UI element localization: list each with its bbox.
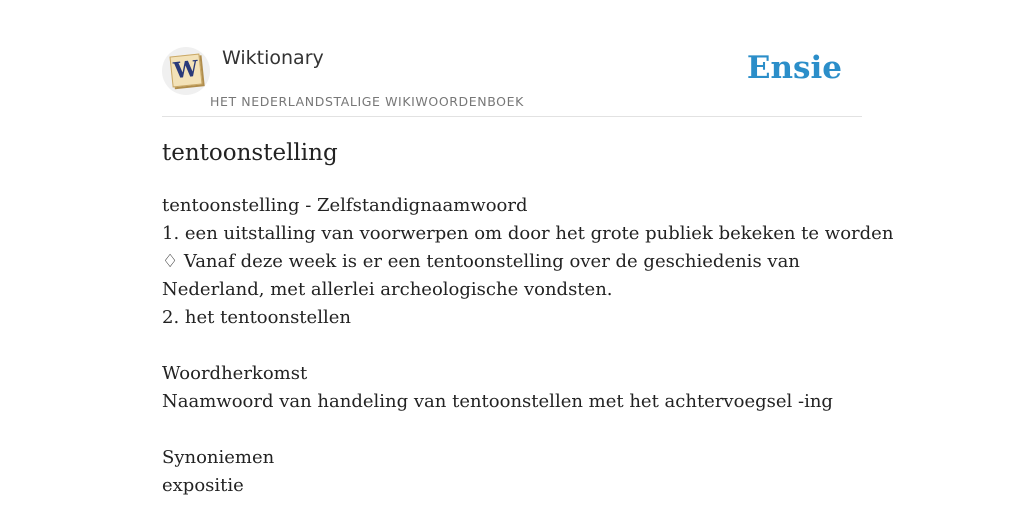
etymology-text: Naamwoord van handeling van tentoonstellen met het achtervoegsel -ing — [162, 391, 833, 412]
example-sentence-line-2: Nederland, met allerlei archeologische vondsten. — [162, 279, 613, 300]
site-name[interactable]: Wiktionary — [222, 47, 324, 69]
synonyms-heading: Synoniemen — [162, 447, 275, 468]
site-header — [162, 0, 862, 117]
synonyms-text: expositie — [162, 475, 244, 496]
example-sentence-line-1: ♢ Vanaf deze week is er een tentoonstelling over de geschiedenis van — [162, 251, 800, 272]
page-title: tentoonstelling — [162, 140, 338, 166]
wiktionary-tile-icon: W — [169, 54, 202, 88]
spacer — [162, 332, 862, 360]
definition-heading: tentoonstelling - Zelfstandignaamwoord — [162, 195, 528, 216]
site-tagline: HET NEDERLANDSTALIGE WIKIWOORDENBOEK — [210, 94, 524, 109]
definition-1: 1. een uitstalling van voorwerpen om door het grote publiek bekeken te worden — [162, 223, 894, 244]
ensie-brand-logo[interactable]: Ensie — [746, 50, 842, 86]
spacer — [162, 416, 862, 444]
wiktionary-logo[interactable] — [162, 47, 210, 95]
entry-content — [162, 192, 894, 500]
definition-2: 2. het tentoonstellen — [162, 307, 351, 328]
etymology-heading: Woordherkomst — [162, 363, 308, 384]
